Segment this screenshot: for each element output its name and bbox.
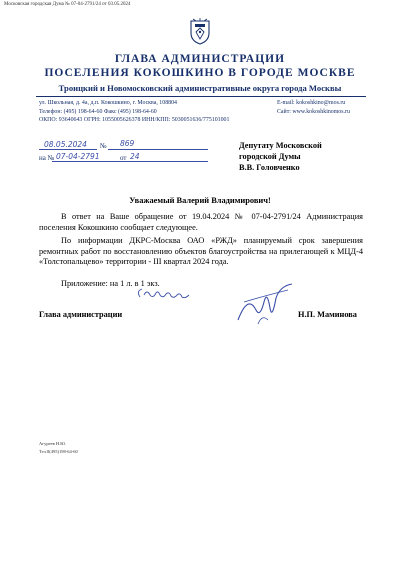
address-line: ул. Школьная, д. 4а, д.п. Кокошкино, г. Москва, 108804 (39, 100, 177, 106)
registration-number-label: № (100, 142, 107, 150)
reference-label: на № (39, 154, 55, 162)
reference-number: 07-04-2791 (56, 152, 100, 161)
greeting: Уважаемый Валерий Владимирович! (129, 196, 271, 205)
body-paragraph-2: По информации ДКРС-Москва ОАО «РЖД» планируемый срок завершения ремонтных работ по восстановлению объектов благоустройства на прилегающей к МЦД-4 «Толстопальцево» территории - III квартал 2024 года. (39, 236, 363, 266)
reference-underline (52, 161, 208, 162)
letterhead-title-line1: ГЛАВА АДМИНИСТРАЦИИ (114, 53, 286, 65)
signature-scribble-icon (234, 280, 296, 328)
phone-line: Телефон: (495) 198-64-60 Факс (495) 198-64-60 (39, 109, 157, 115)
letterhead-divider (36, 96, 366, 97)
registration-number: 869 (120, 139, 135, 148)
coat-of-arms-icon (189, 18, 211, 45)
website-line: Сайт: www.kokoshkinomos.ru (277, 109, 350, 115)
addressee-line3: В.В. Головченко (239, 163, 300, 172)
approval-mark-icon (134, 283, 194, 305)
attachment-note: Приложение: на 1 л. в 1 экз. (61, 279, 160, 288)
signatory-name: Н.П. Маминова (298, 310, 357, 319)
email-line: E-mail: kokoshkino@mos.ru (277, 100, 346, 106)
date-underline (39, 149, 97, 150)
executor-name: Агуреев Н.Ю. (39, 441, 66, 446)
body-paragraph-1: В ответ на Ваше обращение от 19.04.2024 № 07-04-2791/24 Администрация поселения Кокошкино сообщает следующее. (39, 212, 363, 232)
registration-date: 08.05.2024 (44, 140, 87, 149)
codes-line: ОКПО: 93640643 ОГРН: 1055005626378 ИНН/КПП: 5030051636/775101001 (39, 117, 230, 123)
reference-from-label: от (120, 154, 127, 162)
letterhead-subtitle: Троицкий и Новомосковский административные округа города Москвы (58, 83, 342, 93)
signatory-position: Глава администрации (39, 310, 123, 319)
reference-date: 24 (130, 152, 140, 161)
number-underline (108, 149, 208, 150)
addressee-line1: Депутату Московской (239, 141, 322, 150)
letterhead-title-line2: ПОСЕЛЕНИЯ КОКОШКИНО В ГОРОДЕ МОСКВЕ (44, 67, 356, 79)
addressee-line2: городской Думы (239, 152, 301, 161)
executor-phone: Тел.8(495)198-64-60 (39, 449, 78, 454)
document-header-note: Московская городская Дума № 07-04-2791/24 от 03.05.2024 (4, 2, 131, 7)
